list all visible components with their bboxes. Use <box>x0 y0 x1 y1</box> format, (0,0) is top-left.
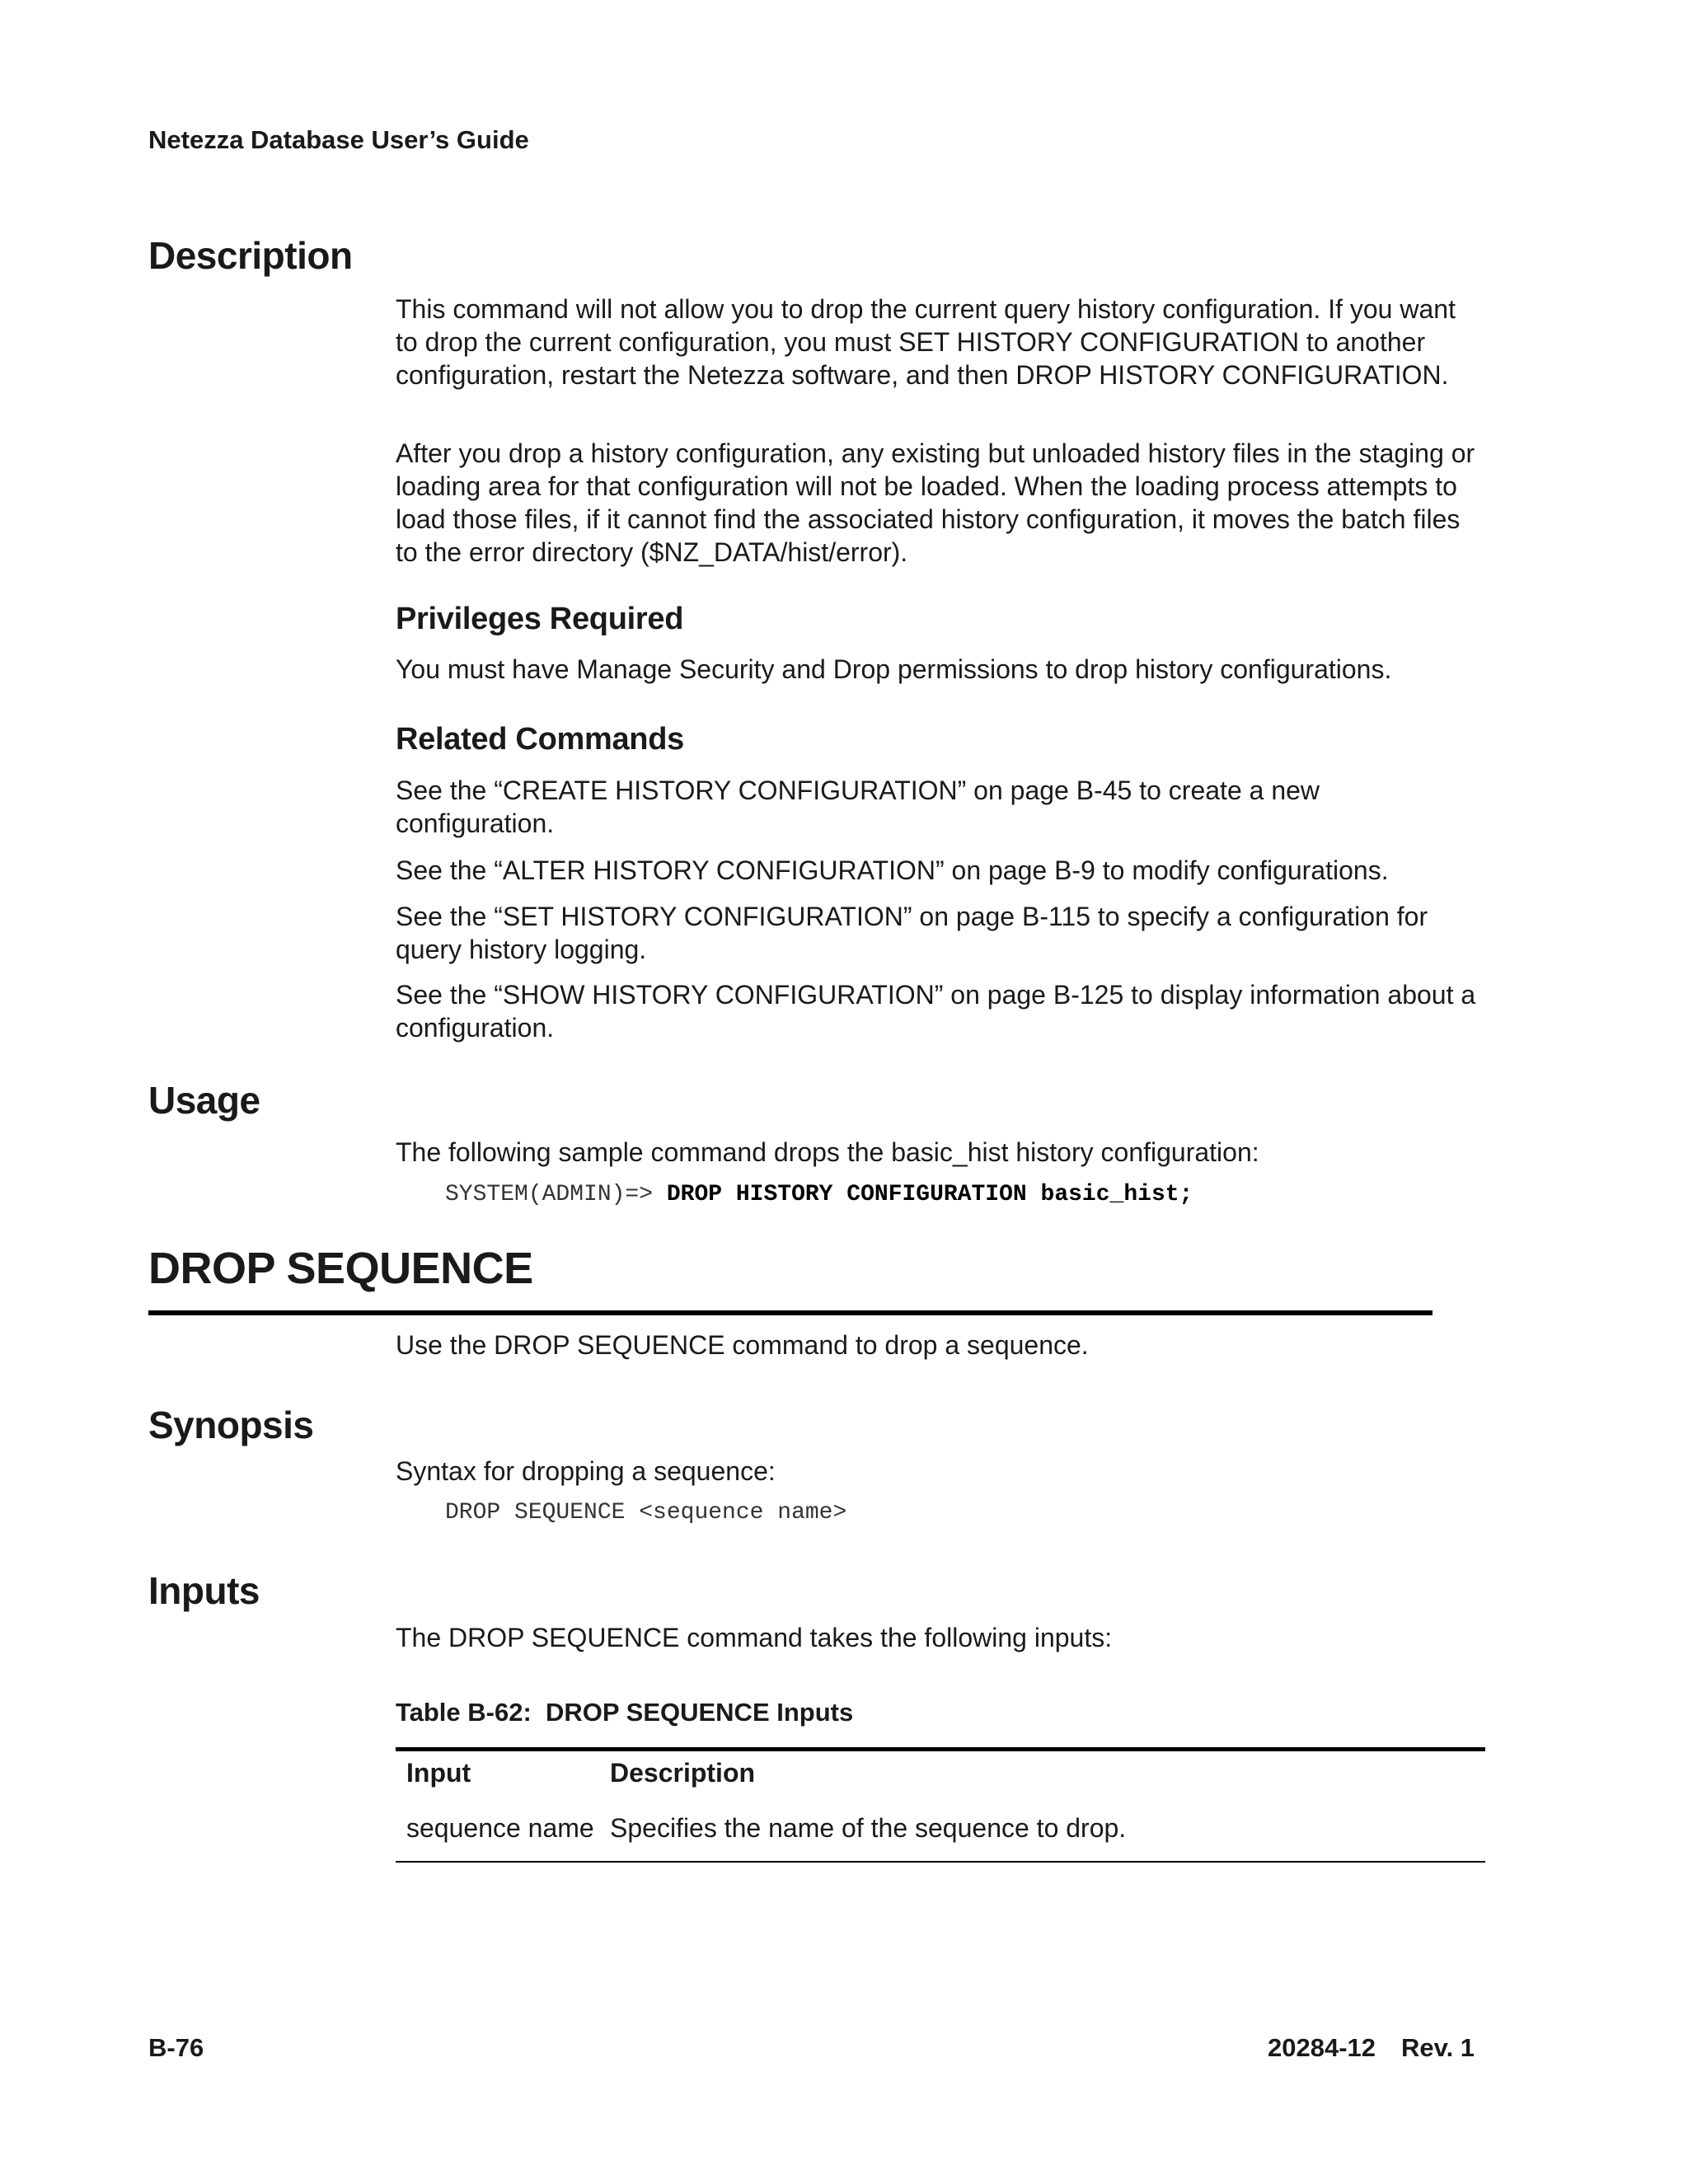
privileges-text: You must have Manage Security and Drop permissions to drop history configurations. <box>396 654 1392 684</box>
description-paragraph-1 <box>396 293 1484 391</box>
drop-sequence-intro: Use the DROP SEQUENCE command to drop a sequence. <box>396 1330 1089 1360</box>
description-paragraph-2 <box>396 437 1484 569</box>
inputs-text: The DROP SEQUENCE command takes the following inputs: <box>396 1623 1113 1652</box>
related-command-1: See the “CREATE HISTORY CONFIGURATION” on page B-45 to create a new configuration. <box>396 776 1320 838</box>
document-id: 20284-12 <box>1268 2033 1376 2062</box>
synopsis-text: Syntax for dropping a sequence: <box>396 1456 776 1486</box>
related-command-2: See the “ALTER HISTORY CONFIGURATION” on page B-9 to modify configurations. <box>396 855 1389 885</box>
privileges-heading: Privileges Required <box>396 602 684 636</box>
usage-heading: Usage <box>148 1079 260 1122</box>
description-heading: Description <box>148 234 353 277</box>
running-header: Netezza Database User’s Guide <box>148 125 529 154</box>
inputs-heading: Inputs <box>148 1569 260 1612</box>
table-header-input: Input <box>406 1758 471 1788</box>
title-rule <box>148 1310 1432 1315</box>
code-command: DROP HISTORY CONFIGURATION basic_hist; <box>666 1182 1193 1207</box>
table-top-rule <box>396 1747 1485 1751</box>
page-number: B-76 <box>148 2033 204 2062</box>
related-command-4: See the “SHOW HISTORY CONFIGURATION” on page B-125 to display information about a configuration. <box>396 980 1476 1043</box>
synopsis-code: DROP SEQUENCE <sequence name> <box>445 1500 847 1526</box>
table-cell-input: sequence name <box>406 1813 594 1843</box>
usage-code-example <box>445 1182 1193 1207</box>
synopsis-heading: Synopsis <box>148 1404 314 1446</box>
document-revision: Rev. 1 <box>1401 2033 1475 2062</box>
code-prompt: SYSTEM(ADMIN)=> <box>445 1182 667 1207</box>
related-commands-heading: Related Commands <box>396 722 684 757</box>
related-command-3: See the “SET HISTORY CONFIGURATION” on page B-115 to specify a configuration for query history logging. <box>396 902 1428 964</box>
table-header-description: Description <box>610 1758 756 1788</box>
description-p1: This command will not allow you to drop the current query history configuration. If you want to drop the current configuration, you must SET HISTORY CONFIGURATION to another configuration, restart the Netezza software, and then DROP HISTORY CONFIGURATION. <box>396 294 1456 390</box>
section-title: DROP SEQUENCE <box>148 1244 533 1293</box>
description-p2: After you drop a history configuration, any existing but unloaded history files in the staging or loading area for that configuration will not be loaded. When the loading process attempts to load those files, if it cannot find the associated history configuration, it moves the batch files to the error directory ($NZ_DATA/hist/error). <box>396 438 1475 567</box>
usage-text: The following sample command drops the basic_hist history configuration: <box>396 1137 1259 1167</box>
table-caption: Table B-62: DROP SEQUENCE Inputs <box>396 1698 854 1727</box>
table-bottom-rule <box>396 1861 1485 1863</box>
table-cell-description: Specifies the name of the sequence to drop. <box>610 1813 1127 1843</box>
